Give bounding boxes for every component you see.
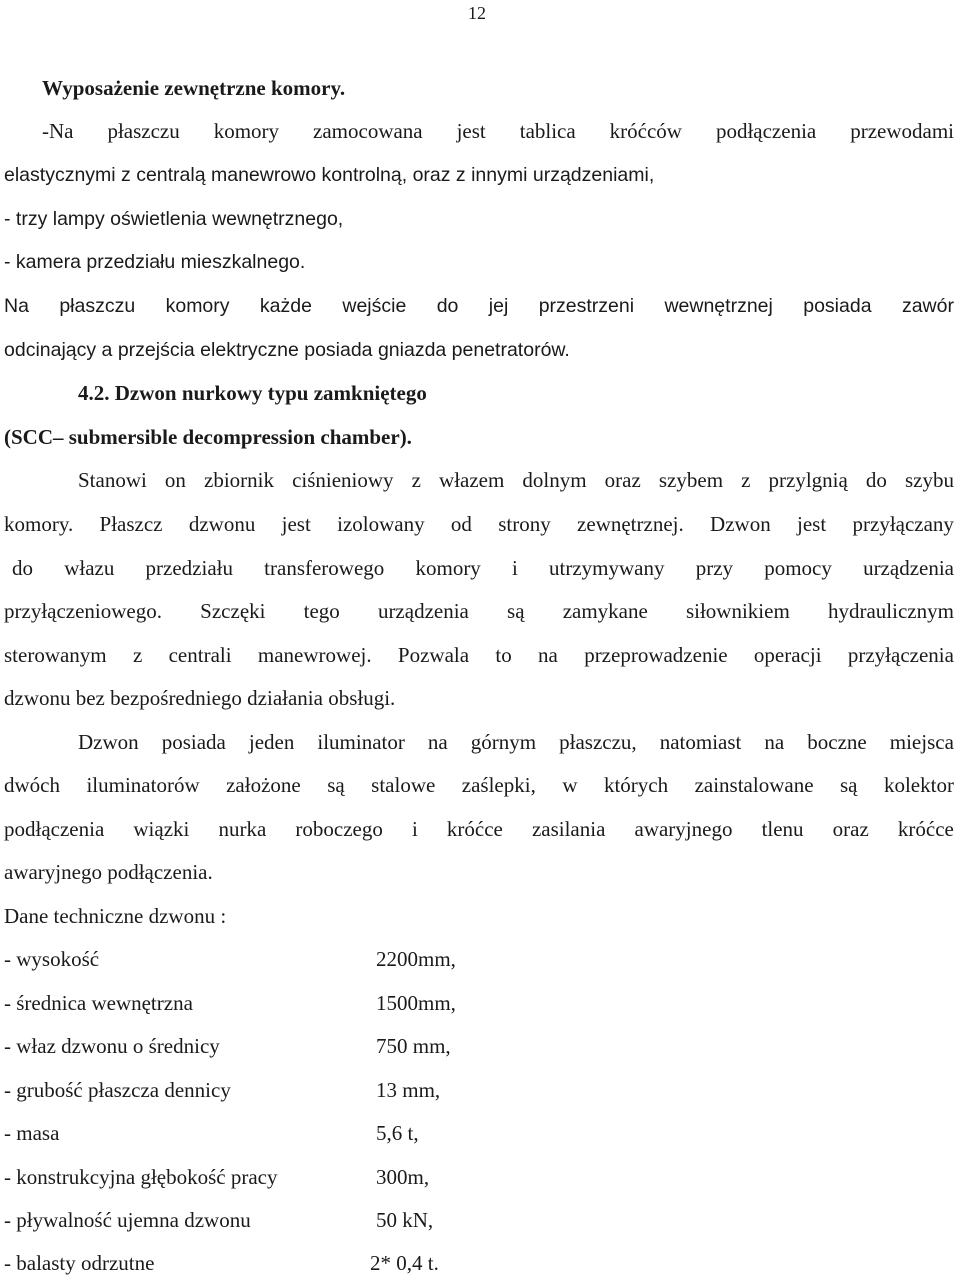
word: oraz [604,468,641,492]
word: zasilania [531,817,606,841]
word: miejsca [889,730,954,754]
word: są [840,773,858,797]
word: szybem [658,468,724,492]
word: przeprowadzenie [584,643,728,667]
word: przyłączany [852,512,954,536]
word: i [411,817,418,841]
word: awaryjnego [634,817,733,841]
word: komory [415,556,481,580]
section-subheading: (SCC– submersible decompression chamber). [4,425,412,449]
word: podłączenia [4,817,105,841]
word: Dzwon [710,512,771,536]
word: komory [213,119,280,143]
word: stalowe [371,773,436,797]
valve-line-1 [4,293,954,319]
specs-heading: Dane techniczne dzwonu : [4,904,227,928]
word: zaślepki, [461,773,536,797]
word: podłączenia [715,119,817,143]
word: na [764,730,785,754]
word: strony [498,512,551,536]
para2-last-line: awaryjnego podłączenia. [4,860,213,884]
word: natomiast [659,730,742,754]
word: wejście [342,295,407,317]
word: zawór [901,295,954,317]
word: tablica [519,119,576,143]
word: -Na [42,119,74,143]
spec-label: - grubość płaszcza dennicy [4,1078,231,1102]
para2-line-2 [4,772,954,798]
equipment-intro-line [42,118,954,144]
spec-value: 2* 0,4 t. [370,1251,439,1275]
word: jeden [248,730,295,754]
section-heading: 4.2. Dzwon nurkowy typu zamkniętego [78,381,427,405]
spec-label: - pływalność ujemna dzwonu [4,1208,251,1232]
word: płaszczu [107,119,180,143]
word: urządzenia [377,599,469,623]
word: włazem [439,468,505,492]
word: przedziału [145,556,233,580]
para2-line-1 [78,729,954,755]
word: szybu [904,468,954,492]
para1-line-2 [4,511,954,537]
word: do [436,295,459,317]
word: tlenu [761,817,804,841]
word: zamocowana [313,119,423,143]
word: dzwonu [188,512,256,536]
spec-value: 2200mm, [376,947,456,971]
word: króćców [609,119,682,143]
word: iluminator [317,730,405,754]
word: Pozwala [397,643,470,667]
word: na [427,730,448,754]
word: przewodami [850,119,954,143]
word: górnym [470,730,537,754]
word: komory [165,295,230,317]
equipment-heading: Wyposażenie zewnętrzne komory. [42,76,346,100]
word: do [12,556,33,580]
word: przyłączeniowego. [4,599,163,623]
word: pomocy [764,556,832,580]
word: z [132,643,143,667]
spec-value: 50 kN, [376,1208,434,1232]
spec-value: 13 mm, [376,1078,441,1102]
word: przy [695,556,734,580]
word: włazu [64,556,115,580]
para2-line-3 [4,816,954,842]
word: kolektor [883,773,954,797]
spec-label: - balasty odrzutne [4,1251,155,1275]
word: Na [4,295,29,317]
spec-label: - wysokość [4,947,100,971]
spec-label: - średnica wewnętrzna [4,991,193,1015]
word: Dzwon [78,730,139,754]
word: płaszczu [59,295,136,317]
word: urządzenia [863,556,954,580]
word: on [164,468,186,492]
word: centrali [168,643,232,667]
word: są [327,773,345,797]
word: przyłączenia [847,643,954,667]
word: zbiornik [204,468,274,492]
word: Płaszcz [99,512,163,536]
spec-label: - masa [4,1121,60,1145]
word: nurka [218,817,267,841]
word: ciśnieniowy [292,468,394,492]
word: do [865,468,887,492]
para1-line-4 [4,598,954,624]
word: oraz [832,817,869,841]
spec-value: 300m, [376,1165,430,1189]
word: komory. [4,512,74,536]
word: płaszczu, [559,730,637,754]
word: przestrzeni [538,295,635,317]
word: w [562,773,578,797]
word: utrzymywany [549,556,665,580]
para1-line-5 [4,642,954,668]
word: których [603,773,669,797]
word: siłownikiem [685,599,790,623]
word: dolnym [522,468,587,492]
word: roboczego [295,817,383,841]
word: jej [488,295,509,317]
para1-line-3 [12,555,954,581]
word: tego [303,599,340,623]
word: Stanowi [78,468,147,492]
word: transferowego [264,556,385,580]
word: założone [226,773,301,797]
word: to [495,643,512,667]
word: posiada [161,730,226,754]
word: na [538,643,558,667]
word: izolowany [337,512,425,536]
word: z [741,468,751,492]
spec-value: 1500mm, [376,991,456,1015]
valve-line-2: odcinający a przejścia elektryczne posiada gniazda penetratorów. [4,339,570,361]
word: każde [259,295,312,317]
equipment-camera: - kamera przedziału mieszkalnego. [4,251,306,273]
word: hydraulicznym [827,599,954,623]
word: sterowanym [4,643,107,667]
page-number: 12 [468,3,486,23]
word: wiązki [133,817,190,841]
spec-value: 5,6 t, [376,1121,419,1145]
word: Szczęki [200,599,266,623]
para1-line-1 [78,467,954,493]
word: iluminatorów [86,773,200,797]
spec-label: - właz dzwonu o średnicy [4,1034,220,1058]
word: i [512,556,518,580]
word: z [411,468,421,492]
word: są [507,599,525,623]
word: od [450,512,472,536]
equipment-intro-line-2: elastycznymi z centralą manewrowo kontrolną, oraz z innymi urządzeniami, [4,164,655,186]
para1-last-line: dzwonu bez bezpośredniego działania obsługi. [4,686,396,710]
equipment-lamps: - trzy lampy oświetlenia wewnętrznego, [4,208,344,230]
word: dwóch [4,773,60,797]
word: operacji [753,643,822,667]
word: manewrowej. [257,643,372,667]
word: wewnętrznej [664,295,773,317]
word: króćce [897,817,954,841]
spec-value: 750 mm, [376,1034,451,1058]
word: zamykane [562,599,648,623]
spec-label: - konstrukcyjna głębokość pracy [4,1165,278,1189]
word: jest [281,512,311,536]
word: przylgnią [768,468,848,492]
word: boczne [807,730,867,754]
word: jest [456,119,486,143]
word: zainstalowane [694,773,814,797]
word: jest [797,512,827,536]
word: posiada [803,295,872,317]
word: króćce [446,817,503,841]
word: zewnętrznej. [577,512,684,536]
